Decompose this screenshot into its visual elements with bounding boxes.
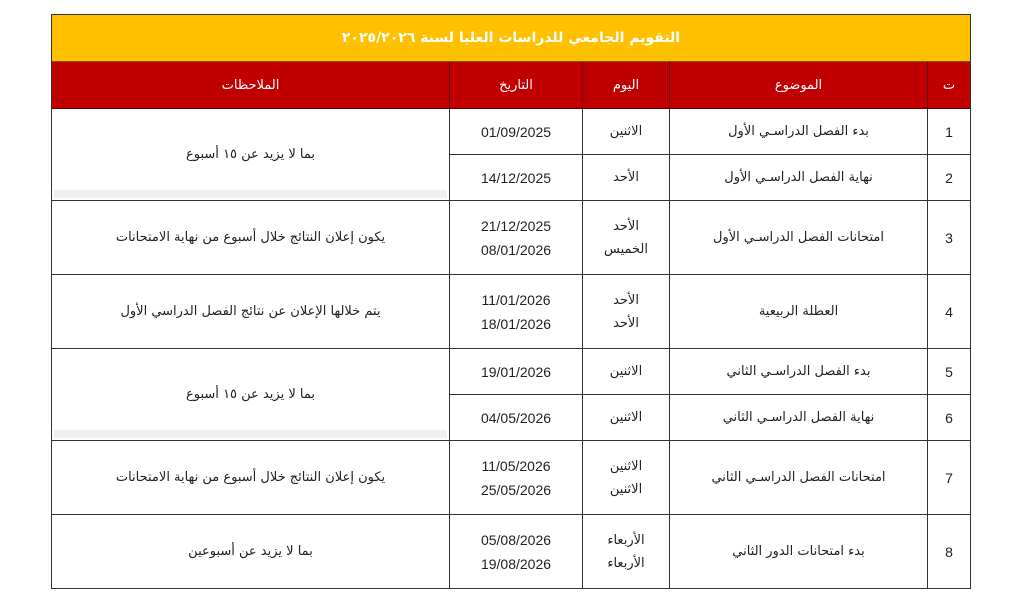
row-day [583, 201, 670, 275]
table-row [52, 515, 970, 589]
date-end: 25/05/2026 [480, 481, 552, 498]
row-number: 7 [928, 441, 971, 515]
row-number: 5 [928, 349, 971, 395]
row-day [583, 441, 670, 515]
row-subject: نهاية الفصل الدراسـي الأول [670, 155, 928, 201]
header-day: اليوم [583, 62, 670, 109]
day-end: الأربعاء [607, 555, 645, 571]
row-notes-merged [52, 349, 450, 441]
table-row [52, 441, 970, 515]
day-start: الأحد [613, 292, 639, 308]
notes-text: بما لا يزيد عن ١٥ أسبوع [186, 387, 315, 402]
row-date [450, 441, 583, 515]
row-day: الاثنين [583, 349, 670, 395]
row-notes: يكون إعلان النتائج خلال أسبوع من نهاية الامتحانات [52, 441, 450, 515]
table-row [52, 109, 970, 155]
row-day: الاثنين [583, 395, 670, 441]
date-end: 19/08/2026 [480, 555, 552, 572]
day-start: الأحد [613, 218, 639, 234]
header-date: التاريخ [450, 62, 583, 109]
row-notes: بما لا يزيد عن أسبوعين [52, 515, 450, 589]
day-start: الاثنين [609, 458, 643, 474]
row-number: 3 [928, 201, 971, 275]
row-number: 8 [928, 515, 971, 589]
day-start: الأربعاء [607, 532, 645, 548]
day-end: الأحد [613, 315, 639, 331]
header-subject: الموضوع [670, 62, 928, 109]
row-number: 2 [928, 155, 971, 201]
date-end: 18/01/2026 [480, 315, 552, 332]
row-date: 04/05/2026 [450, 395, 583, 441]
row-number: 6 [928, 395, 971, 441]
row-subject: نهاية الفصل الدراسـي الثاني [670, 395, 928, 441]
row-subject: بدء امتحانات الدور الثاني [670, 515, 928, 589]
date-start: 21/12/2025 [480, 217, 552, 234]
cell-shading-strip [54, 430, 447, 438]
row-subject: امتحانات الفصل الدراسـي الأول [670, 201, 928, 275]
row-number: 1 [928, 109, 971, 155]
row-date: 01/09/2025 [450, 109, 583, 155]
row-subject: امتحانات الفصل الدراسـي الثاني [670, 441, 928, 515]
day-end: الخميس [604, 241, 648, 257]
row-subject: بدء الفصل الدراسـي الثاني [670, 349, 928, 395]
date-end: 08/01/2026 [480, 241, 552, 258]
row-day [583, 275, 670, 349]
notes-text: بما لا يزيد عن ١٥ أسبوع [186, 147, 315, 162]
row-date [450, 275, 583, 349]
row-day: الأحد [583, 155, 670, 201]
row-date: 19/01/2026 [450, 349, 583, 395]
row-number: 4 [928, 275, 971, 349]
row-date: 14/12/2025 [450, 155, 583, 201]
table-row [52, 349, 970, 395]
table-row [52, 201, 970, 275]
header-row [52, 62, 970, 109]
date-start: 05/08/2026 [480, 531, 552, 548]
row-notes-merged [52, 109, 450, 201]
row-subject: العطلة الربيعية [670, 275, 928, 349]
table-title: التقويم الجامعي للدراسات العليا لسنة ٢٠٢٥/٢٠٢٦ [52, 15, 970, 62]
header-num: ت [928, 62, 971, 109]
row-day [583, 515, 670, 589]
row-date [450, 201, 583, 275]
date-start: 11/05/2026 [481, 457, 551, 474]
table-row [52, 275, 970, 349]
row-notes: يكون إعلان النتائج خلال أسبوع من نهاية الامتحانات [52, 201, 450, 275]
academic-calendar-table [51, 14, 971, 589]
day-end: الاثنين [609, 481, 643, 497]
calendar-grid [52, 62, 970, 588]
date-start: 11/01/2026 [481, 291, 551, 308]
row-subject: بدء الفصل الدراسـي الأول [670, 109, 928, 155]
row-date [450, 515, 583, 589]
row-day: الاثنين [583, 109, 670, 155]
row-notes: يتم خلالها الإعلان عن نتائج الفصل الدراسي الأول [52, 275, 450, 349]
header-notes: الملاحظات [52, 62, 450, 109]
cell-shading-strip [54, 190, 447, 198]
